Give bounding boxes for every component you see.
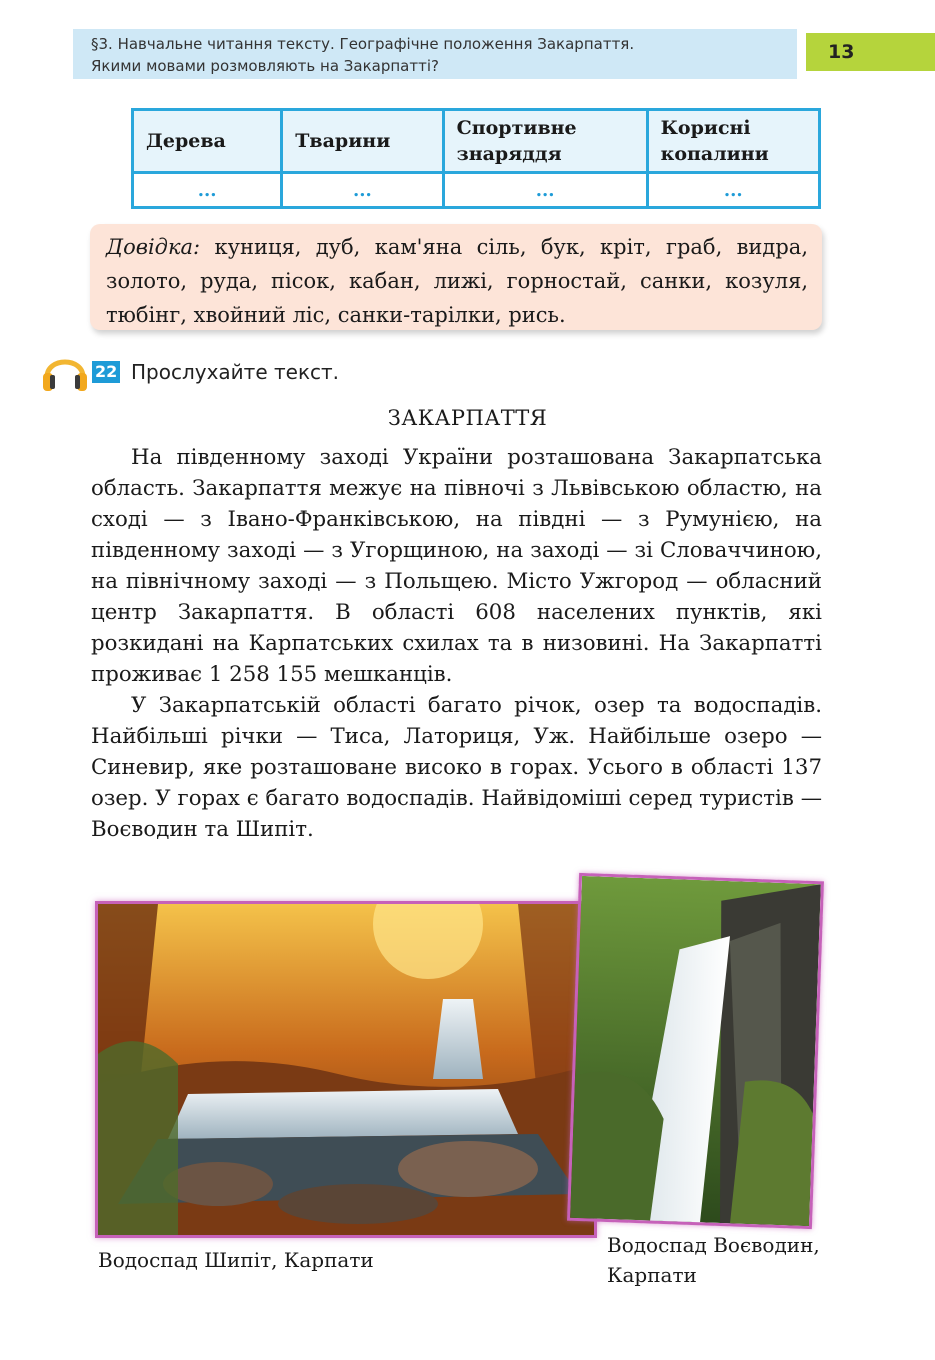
table-cell: ...	[443, 173, 647, 208]
page-number: 13	[806, 33, 935, 71]
task-number-badge: 22	[92, 361, 120, 383]
article-body	[91, 442, 822, 845]
task-listen	[40, 345, 440, 395]
voievodyn-caption: Водоспад Воєводин, Карпати	[607, 1233, 820, 1287]
table-cell: ...	[282, 173, 443, 208]
section-title-line2: Якими мовами розмовляють на Закарпатті?	[91, 57, 439, 75]
task-instruction: Прослухайте текст.	[131, 360, 340, 384]
reference-label: Довідка:	[106, 235, 201, 259]
table-header-trees: Дерева	[133, 110, 282, 173]
category-table	[131, 108, 821, 209]
article-title: ЗАКАРПАТТЯ	[387, 406, 548, 430]
section-title-line1: §3. Навчальне читання тексту. Географічне положення Закарпаття.	[91, 35, 635, 53]
table-cell: ...	[647, 173, 819, 208]
article-paragraph-1: На південному заході України розташована Закарпатська область. Закарпаття межує на півночі з Львівською областю, на сході — з Івано-Франківською, на півдні — з Румунією, на південному заході — з Угорщиною, на заході — зі Словаччиною, на північному заході — з Польщею. Місто Ужгород — обласний центр Закарпаття. В області 608 населених пунктів, які розкидані на Карпатських схилах та в низовині. На Закарпатті проживає 1 258 155 мешканців.	[91, 445, 822, 687]
reference-words: куниця, дуб, кам'яна сіль, бук, кріт, граб, видра, золото, руда, пісок, кабан, лижі, горностай, санки, козуля, тюбінг, хвойний ліс, санки-тарілки, рись.	[106, 235, 808, 327]
voievodyn-waterfall-photo	[567, 873, 824, 1229]
table-header-sports-equipment: Спортивне знаряддя	[443, 110, 647, 173]
article-paragraph-2: У Закарпатській області багато річок, озер та водоспадів. Найбільші річки — Тиса, Латориця, Уж. Найбільше озеро — Синевир, яке розташоване високо в горах. Усього в області 137 озер. У горах є багато водоспадів. Найвідоміші серед туристів — Воєводин та Шипіт.	[91, 693, 822, 842]
table-header-minerals: Корисні копалини	[647, 110, 819, 173]
section-header	[73, 29, 797, 79]
shypit-caption: Водоспад Шипіт, Карпати	[98, 1248, 374, 1272]
headphones-icon[interactable]	[40, 347, 90, 393]
table-header-animals: Тварини	[282, 110, 443, 173]
table-cell: ...	[133, 173, 282, 208]
shypit-waterfall-photo	[95, 901, 597, 1238]
reference-box	[90, 224, 822, 330]
table-header-row	[133, 110, 820, 173]
table-row	[133, 173, 820, 208]
